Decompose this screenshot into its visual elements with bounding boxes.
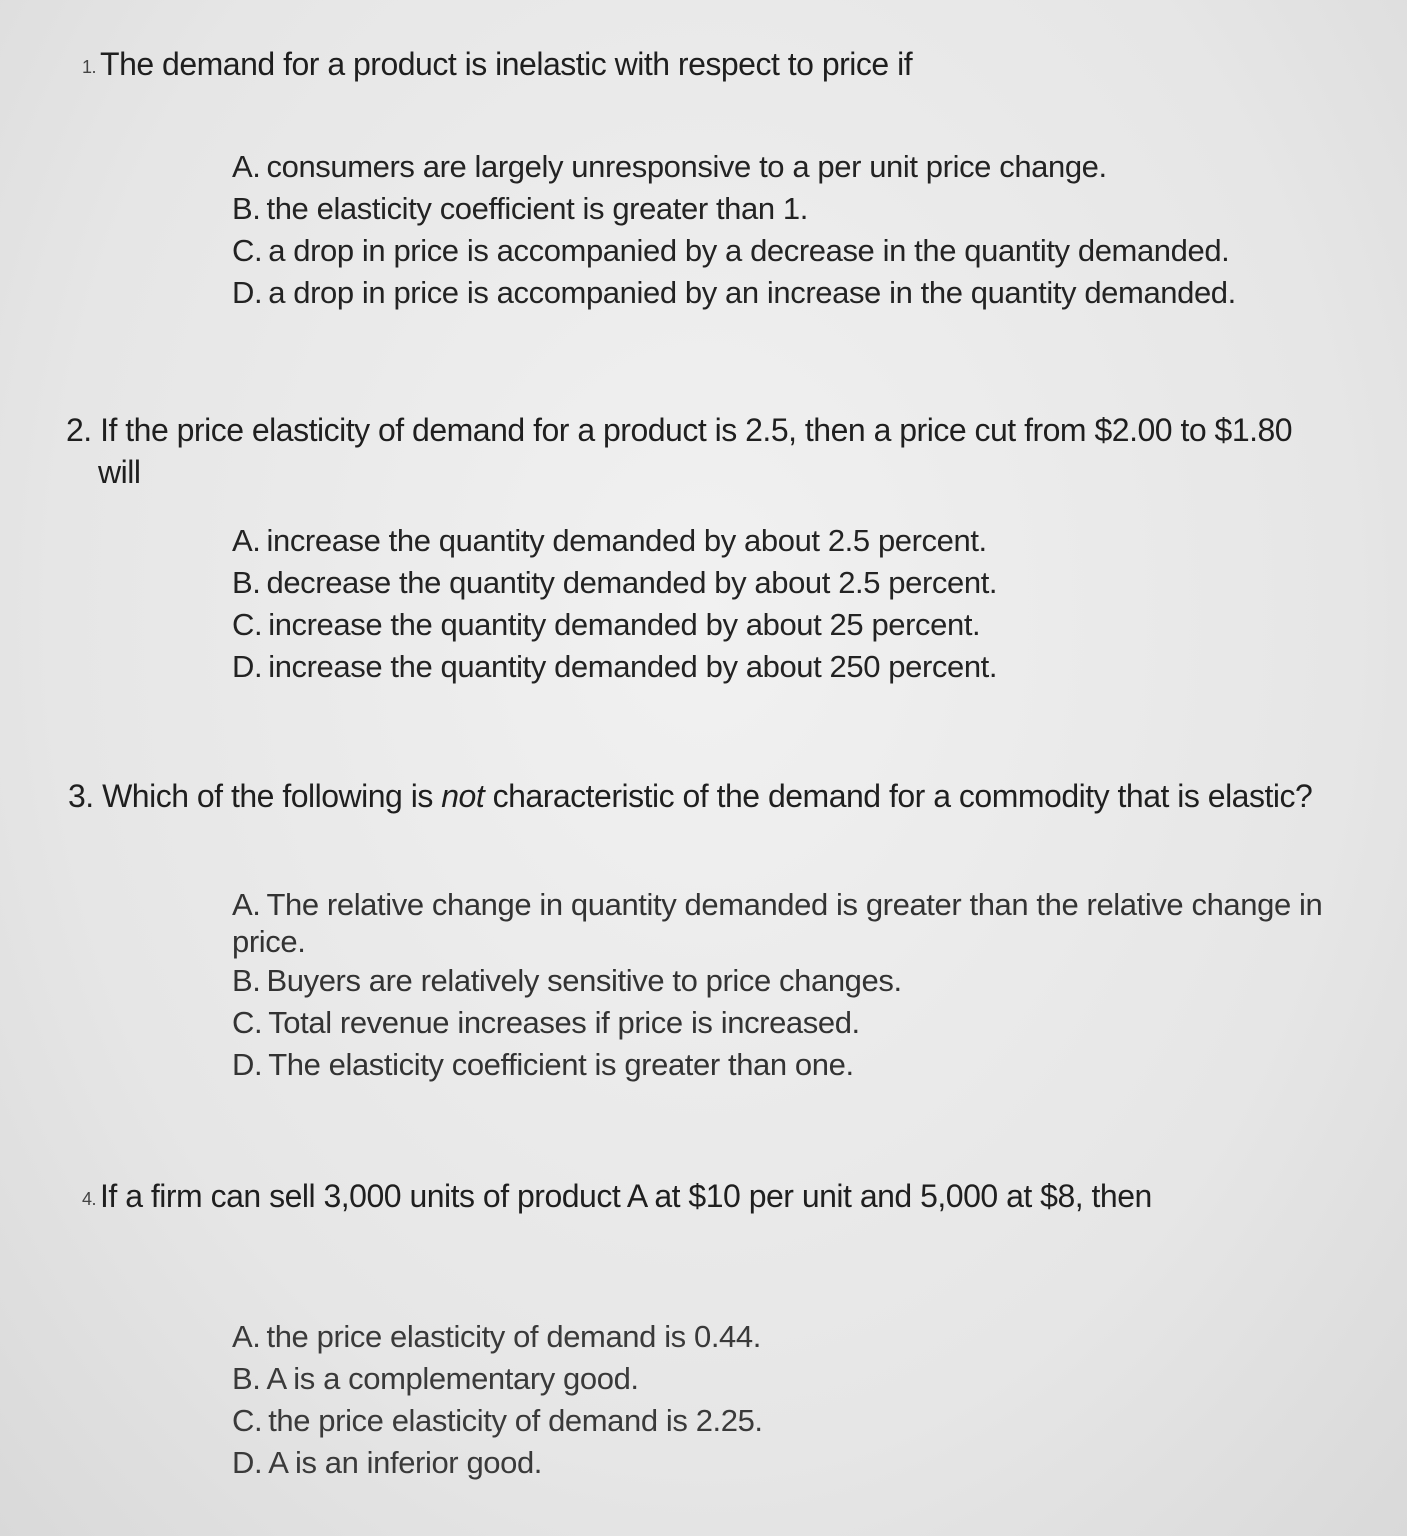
option-d[interactable]	[232, 1044, 1382, 1086]
option-c[interactable]	[232, 230, 1236, 272]
option-text: A is a complementary good.	[266, 1361, 639, 1396]
option-text: The elasticity coefficient is greater than one.	[268, 1047, 854, 1082]
answer-options	[232, 520, 997, 688]
answer-options	[232, 886, 1382, 1086]
answer-options	[232, 1316, 763, 1484]
option-c[interactable]	[232, 1400, 763, 1442]
option-letter: A.	[232, 149, 261, 184]
question-text-before: Which of the following is	[102, 778, 433, 814]
question-stem	[82, 44, 912, 87]
option-d[interactable]	[232, 1442, 763, 1484]
option-letter: B.	[232, 191, 261, 226]
option-text: increase the quantity demanded by about 250 percent.	[268, 649, 998, 684]
option-letter: B.	[232, 1361, 261, 1396]
question-number: 4.	[82, 1188, 97, 1209]
question-number: 2.	[66, 412, 92, 448]
question-stem	[66, 410, 1292, 450]
option-c[interactable]	[232, 604, 997, 646]
option-letter: A.	[232, 1319, 261, 1354]
question-text-emphasis: not	[441, 778, 485, 814]
option-letter: D.	[232, 275, 263, 310]
option-b[interactable]	[232, 562, 997, 604]
option-a[interactable]	[232, 520, 997, 562]
option-text: the elasticity coefficient is greater than 1.	[266, 191, 808, 226]
question-number: 3.	[68, 778, 94, 814]
option-text: A is an inferior good.	[268, 1445, 543, 1480]
question-text: If the price elasticity of demand for a product is 2.5, then a price cut from $2.00 to $1.80	[100, 412, 1293, 448]
question-number: 1.	[82, 56, 97, 77]
option-b[interactable]	[232, 960, 1382, 1002]
answer-options	[232, 146, 1236, 314]
option-b[interactable]	[232, 1358, 763, 1400]
option-letter: B.	[232, 565, 261, 600]
option-text: the price elasticity of demand is 0.44.	[266, 1319, 761, 1354]
option-letter: B.	[232, 963, 261, 998]
option-b[interactable]	[232, 188, 1236, 230]
option-text: decrease the quantity demanded by about 2.5 percent.	[266, 565, 998, 600]
option-letter: A.	[232, 523, 261, 558]
option-text: increase the quantity demanded by about 25 percent.	[268, 607, 981, 642]
option-a[interactable]	[232, 1316, 763, 1358]
option-text: increase the quantity demanded by about 2.5 percent.	[266, 523, 987, 558]
option-text: a drop in price is accompanied by an increase in the quantity demanded.	[268, 275, 1236, 310]
option-text: Total revenue increases if price is increased.	[268, 1005, 860, 1040]
option-letter: C.	[232, 1005, 263, 1040]
option-letter: D.	[232, 649, 263, 684]
question-text: The demand for a product is inelastic with respect to price if	[100, 46, 913, 82]
option-text: the price elasticity of demand is 2.25.	[268, 1403, 763, 1438]
option-text: a drop in price is accompanied by a decrease in the quantity demanded.	[268, 233, 1230, 268]
option-letter: A.	[232, 887, 261, 922]
option-text: The relative change in quantity demanded is greater than the relative change in price.	[232, 887, 1323, 959]
option-letter: D.	[232, 1047, 263, 1082]
option-d[interactable]	[232, 646, 997, 688]
question-stem	[68, 776, 1312, 816]
option-letter: C.	[232, 607, 263, 642]
option-a[interactable]	[232, 146, 1236, 188]
option-c[interactable]	[232, 1002, 1382, 1044]
question-text-after: characteristic of the demand for a commodity that is elastic?	[492, 778, 1313, 814]
option-d[interactable]	[232, 272, 1236, 314]
question-stem	[82, 1176, 1152, 1219]
question-stem-continued: will	[98, 454, 141, 490]
option-letter: D.	[232, 1445, 263, 1480]
option-a[interactable]	[232, 886, 1382, 960]
option-letter: C.	[232, 233, 263, 268]
option-letter: C.	[232, 1403, 263, 1438]
option-text: Buyers are relatively sensitive to price changes.	[266, 963, 902, 998]
option-text: consumers are largely unresponsive to a per unit price change.	[266, 149, 1107, 184]
question-text: If a firm can sell 3,000 units of product A at $10 per unit and 5,000 at $8, then	[100, 1178, 1152, 1214]
